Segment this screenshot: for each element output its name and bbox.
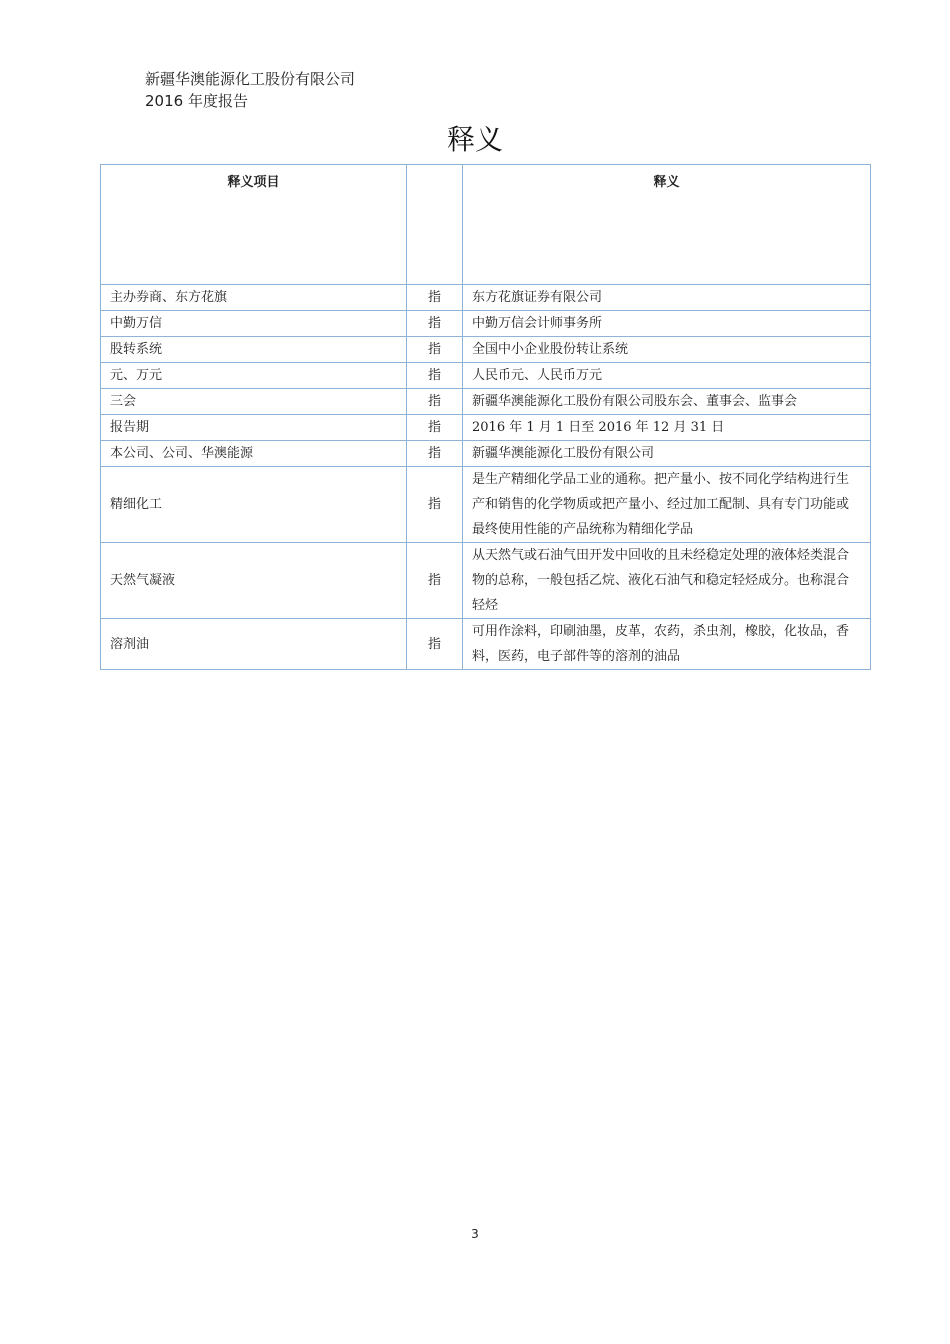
definition-cell: 从天然气或石油气田开发中回收的且未经稳定处理的液体烃类混合物的总称，一般包括乙烷、液化石油气和稳定轻烃成分。也称混合轻烃 — [463, 543, 871, 619]
ref-cell: 指 — [407, 311, 463, 337]
definition-cell: 全国中小企业股份转让系统 — [463, 337, 871, 363]
header-report: 2016 年度报告 — [145, 92, 248, 110]
page-header — [145, 68, 355, 112]
table-row — [101, 415, 871, 441]
term-cell: 主办券商、东方花旗 — [101, 285, 407, 311]
definition-cell: 东方花旗证券有限公司 — [463, 285, 871, 311]
ref-cell: 指 — [407, 389, 463, 415]
ref-cell: 指 — [407, 467, 463, 543]
ref-cell: 指 — [407, 285, 463, 311]
definition-cell: 人民币元、人民币万元 — [463, 363, 871, 389]
term-cell: 股转系统 — [101, 337, 407, 363]
table-row — [101, 285, 871, 311]
definition-cell: 新疆华澳能源化工股份有限公司 — [463, 441, 871, 467]
definition-cell: 可用作涂料，印刷油墨，皮革，农药，杀虫剂，橡胶，化妆品，香料，医药，电子部件等的溶剂的油品 — [463, 619, 871, 670]
table-row — [101, 389, 871, 415]
definition-cell: 中勤万信会计师事务所 — [463, 311, 871, 337]
term-cell: 溶剂油 — [101, 619, 407, 670]
definition-cell: 新疆华澳能源化工股份有限公司股东会、董事会、监事会 — [463, 389, 871, 415]
table-row — [101, 337, 871, 363]
ref-cell: 指 — [407, 363, 463, 389]
ref-cell: 指 — [407, 619, 463, 670]
term-cell: 精细化工 — [101, 467, 407, 543]
ref-cell: 指 — [407, 543, 463, 619]
page-title: 释义 — [446, 123, 503, 156]
table-row — [101, 311, 871, 337]
table-header-row — [101, 165, 871, 285]
header-ref — [407, 165, 463, 285]
header-company: 新疆华澳能源化工股份有限公司 — [145, 70, 356, 88]
table-row — [101, 363, 871, 389]
definitions-table — [100, 164, 871, 670]
table-row — [101, 441, 871, 467]
term-cell: 元、万元 — [101, 363, 407, 389]
definition-cell: 2016 年 1 月 1 日至 2016 年 12 月 31 日 — [463, 415, 871, 441]
table-row — [101, 619, 871, 670]
term-cell: 中勤万信 — [101, 311, 407, 337]
table-row — [101, 543, 871, 619]
header-definition: 释义 — [463, 165, 871, 285]
ref-cell: 指 — [407, 441, 463, 467]
page-number: 3 — [471, 1227, 479, 1241]
header-term: 释义项目 — [101, 165, 407, 285]
ref-cell: 指 — [407, 415, 463, 441]
definition-cell: 是生产精细化学品工业的通称。把产量小、按不同化学结构进行生产和销售的化学物质或把产量小、经过加工配制、具有专门功能或最终使用性能的产品统称为精细化学品 — [463, 467, 871, 543]
table-row — [101, 467, 871, 543]
term-cell: 报告期 — [101, 415, 407, 441]
term-cell: 三会 — [101, 389, 407, 415]
term-cell: 本公司、公司、华澳能源 — [101, 441, 407, 467]
ref-cell: 指 — [407, 337, 463, 363]
term-cell: 天然气凝液 — [101, 543, 407, 619]
